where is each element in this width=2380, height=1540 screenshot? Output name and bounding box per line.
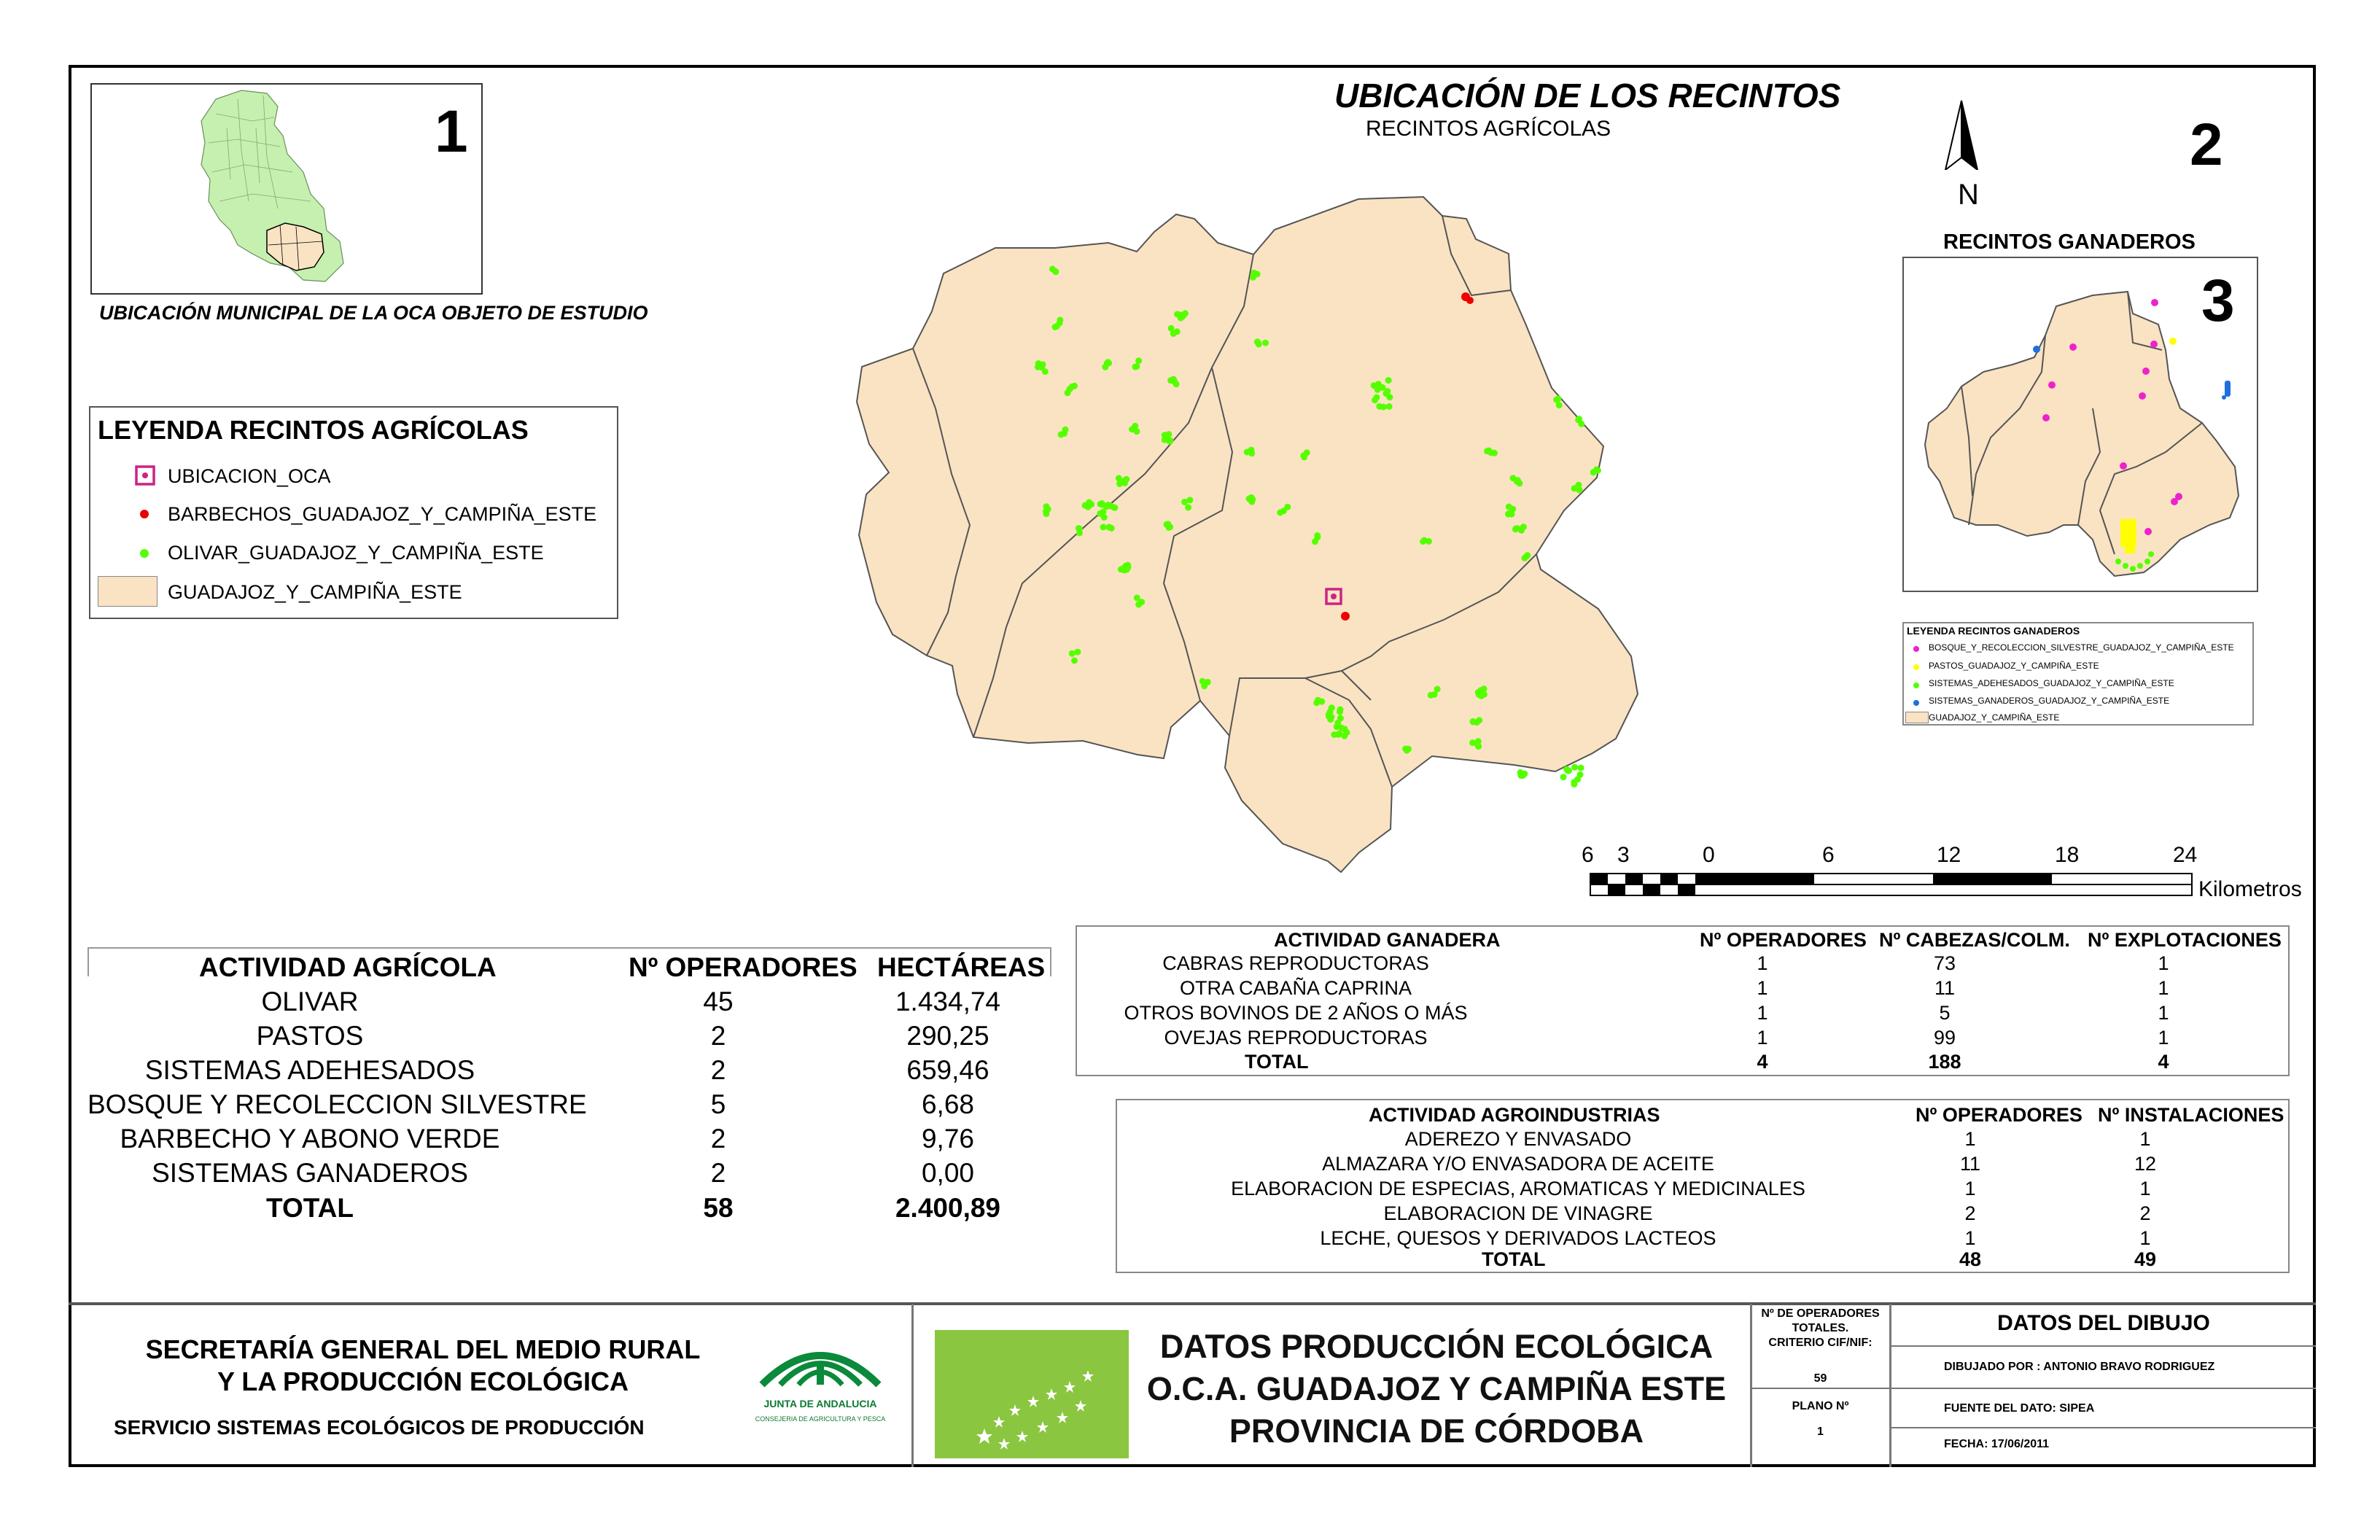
agricola-row-ha: 6,68 — [921, 1089, 974, 1119]
olivar-dot — [1312, 538, 1318, 545]
eu-star — [1037, 1421, 1049, 1433]
olivar-dot — [1185, 504, 1191, 510]
agricola-row-name: SISTEMAS GANADEROS — [152, 1158, 468, 1188]
ganadera-row-name: OTRA CABAÑA CAPRINA — [1179, 977, 1412, 999]
livestock-area-swatch — [1905, 712, 1929, 723]
agricola-row-ops: 2 — [710, 1158, 726, 1188]
olivar-dot — [1474, 719, 1480, 726]
plano-value: 1 — [1817, 1426, 1824, 1438]
agro-row-name: ALMAZARA Y/O ENVASADORA DE ACEITE — [1322, 1153, 1714, 1175]
eu-star — [976, 1428, 992, 1444]
agricola-row-ha: 9,76 — [921, 1124, 974, 1154]
agro-header: Nº OPERADORES — [1916, 1104, 2082, 1126]
olivar-dot — [1374, 386, 1381, 393]
ganadera-total-ops: 4 — [1757, 1051, 1768, 1073]
agro-row-inst: 2 — [2139, 1202, 2151, 1224]
olivar-dot — [1116, 475, 1122, 481]
olivar-dot — [1314, 699, 1321, 705]
agricola-right-rule — [1050, 947, 1051, 976]
olivar-dot — [1566, 768, 1572, 774]
eu-star — [1057, 1412, 1068, 1423]
legend-ganadero-item: SISTEMAS_GANADEROS_GUADAJOZ_Y_CAMPIÑA_ESTE — [1929, 696, 2170, 706]
olivar-dot — [1560, 774, 1567, 780]
scale-label: 18 — [2055, 843, 2080, 867]
olivar-dot — [1088, 501, 1094, 508]
inset1-caption: UBICACIÓN MUNICIPAL DE LA OCA OBJETO DE ESTUDIO — [99, 302, 648, 324]
agro-row-ops: 11 — [1959, 1153, 1981, 1175]
agricola-row-ops: 2 — [710, 1055, 726, 1085]
table-ganadera — [1076, 925, 2290, 1076]
olivar-dot — [1167, 524, 1173, 530]
agro-row-inst: 1 — [2139, 1227, 2151, 1249]
olivar-dot — [1035, 364, 1041, 370]
footer-hrule — [1750, 1388, 1889, 1389]
footer-divider — [911, 1304, 914, 1467]
service-name: SERVICIO SISTEMAS ECOLÓGICOS DE PRODUCCIÓN — [114, 1416, 645, 1439]
olivar-dot — [1520, 524, 1527, 530]
main-title-line-2: O.C.A. GUADAJOZ Y CAMPIÑA ESTE — [1146, 1370, 1727, 1407]
agricola-row-name: OLIVAR — [261, 987, 359, 1016]
olivar-dot — [1372, 397, 1378, 403]
ops-value: 59 — [1813, 1372, 1827, 1385]
ganadera-row-ops: 1 — [1757, 1002, 1768, 1024]
olivar-dot — [1074, 649, 1081, 656]
olivar-dot — [1434, 686, 1441, 693]
olivar-dot — [1571, 764, 1578, 771]
legend-agricola-item: GUADAJOZ_Y_CAMPIÑA_ESTE — [168, 581, 462, 603]
legend-agricola-item: OLIVAR_GUADAJOZ_Y_CAMPIÑA_ESTE — [168, 542, 544, 564]
north-arrow-icon — [1940, 97, 1983, 170]
agro-row-ops: 2 — [1964, 1202, 1976, 1224]
scale-label: 0 — [1703, 843, 1715, 867]
legend-ganadero-title: LEYENDA RECINTOS GANADEROS — [1907, 625, 2080, 637]
panel-number-3: 3 — [2201, 268, 2235, 334]
legend-ganadero-item: BOSQUE_Y_RECOLECCION_SILVESTRE_GUADAJOZ_Y_CAMPIÑA_ESTE — [1929, 642, 2234, 653]
map-title: UBICACIÓN DE LOS RECINTOS — [1334, 77, 1841, 114]
footer-hrule — [1889, 1345, 2316, 1347]
barbecho-dot — [1341, 612, 1350, 621]
olivar-dot — [1205, 679, 1211, 685]
footer-hrule — [1889, 1427, 2316, 1428]
agro-row-ops: 1 — [1964, 1178, 1976, 1199]
olivar-dot — [1524, 552, 1531, 559]
olivar-dot — [1057, 316, 1063, 323]
ganadera-row-cab: 99 — [1933, 1027, 1956, 1049]
dibujado-por: DIBUJADO POR : ANTONIO BRAVO RODRIGUEZ — [1944, 1361, 2215, 1373]
scale-label: 6 — [1822, 843, 1835, 867]
dibujo-title: DATOS DEL DIBUJO — [1997, 1311, 2210, 1335]
olivar-dot-icon — [139, 548, 150, 559]
plano-label: PLANO Nº — [1792, 1400, 1849, 1412]
olivar-dot — [1575, 416, 1582, 423]
olivar-dot — [1071, 658, 1078, 664]
agricola-row-ha: 290,25 — [906, 1021, 989, 1051]
olivar-dot — [1512, 526, 1519, 532]
agro-row-ops: 1 — [1964, 1128, 1976, 1150]
olivar-dot — [1334, 720, 1341, 726]
ganaderos-dot-icon — [1913, 699, 1920, 707]
agro-row-inst: 1 — [2139, 1128, 2151, 1150]
agricola-row-ops: 2 — [710, 1124, 726, 1154]
olivar-dot — [1314, 532, 1321, 539]
olivar-dot — [1262, 340, 1269, 346]
legend-agricola-item: UBICACION_OCA — [168, 465, 331, 487]
eu-star — [1009, 1404, 1021, 1416]
main-map-svg — [839, 182, 1662, 882]
ganadera-row-name: OVEJAS REPRODUCTORAS — [1164, 1027, 1428, 1049]
agro-row-name: ELABORACION DE VINAGRE — [1383, 1202, 1653, 1224]
ganadera-row-ops: 1 — [1757, 1027, 1768, 1049]
agricola-total-ops: 58 — [703, 1193, 734, 1223]
agricola-row-name: SISTEMAS ADEHESADOS — [144, 1055, 475, 1085]
olivar-dot — [1556, 402, 1563, 408]
agricola-row-ha: 1.434,74 — [895, 987, 1001, 1016]
olivar-dot — [1304, 449, 1310, 456]
olivar-dot — [1477, 688, 1484, 694]
inset-province-map — [90, 83, 483, 295]
olivar-dot — [1052, 268, 1059, 275]
footer-divider — [1750, 1304, 1752, 1467]
scale-bar-graphic — [1590, 872, 2195, 898]
ops-label-line-3: CRITERIO CIF/NIF: — [1768, 1337, 1872, 1349]
olivar-dot — [1386, 403, 1393, 410]
adehesados-dot-icon — [1913, 682, 1920, 689]
olivar-dot — [1248, 450, 1255, 456]
olivar-dot — [1065, 389, 1071, 396]
olivar-dot — [1138, 599, 1145, 605]
agricola-row-ops: 45 — [703, 987, 734, 1016]
olivar-dot — [1135, 357, 1142, 364]
olivar-dot — [1054, 323, 1060, 330]
inset3-title: RECINTOS GANADEROS — [1943, 230, 2196, 254]
inset-livestock-map — [1902, 257, 2258, 592]
ganadera-row-cab: 5 — [1939, 1002, 1951, 1024]
north-label: N — [1958, 179, 1979, 211]
agricola-header: HECTÁREAS — [877, 952, 1046, 982]
agricola-total-label: TOTAL — [266, 1193, 354, 1223]
junta-andalucia-logo-icon — [758, 1334, 882, 1392]
footer-top-rule — [69, 1302, 2316, 1305]
eu-star — [1046, 1388, 1057, 1400]
legend-ganadero — [1902, 622, 2254, 726]
agro-header: ACTIVIDAD AGROINDUSTRIAS — [1369, 1104, 1660, 1126]
bosque-dot-icon — [1913, 645, 1920, 653]
footer-hrule — [1889, 1388, 2316, 1389]
olivar-dot — [1386, 394, 1393, 400]
legend-agricola — [89, 406, 618, 619]
olivar-dot — [1577, 771, 1584, 778]
table-agroindustrias — [1116, 1099, 2290, 1273]
agricola-top-rule — [88, 947, 1051, 949]
eu-star — [1082, 1370, 1094, 1382]
olivar-dot — [1384, 388, 1391, 394]
agricola-row-name: BARBECHO Y ABONO VERDE — [120, 1124, 500, 1154]
ganadera-row-exp: 1 — [2158, 977, 2169, 999]
panel-number-2: 2 — [2190, 112, 2223, 178]
ganadera-row-exp: 1 — [2158, 952, 2169, 974]
olivar-dot — [1256, 341, 1262, 347]
legend-ganadero-item: SISTEMAS_ADEHESADOS_GUADAJOZ_Y_CAMPIÑA_ESTE — [1929, 678, 2174, 688]
panel-number-1: 1 — [435, 98, 468, 165]
fuente-dato: FUENTE DEL DATO: SIPEA — [1944, 1402, 2095, 1415]
olivar-dot — [1420, 538, 1426, 545]
agricola-row-ops: 2 — [710, 1021, 726, 1051]
olivar-dot — [1380, 404, 1387, 411]
agro-row-ops: 1 — [1964, 1227, 1976, 1249]
eu-star — [1075, 1400, 1086, 1412]
olivar-dot — [1121, 567, 1128, 573]
agro-row-name: ADEREZO Y ENVASADO — [1404, 1128, 1632, 1150]
ganadera-row-cab: 73 — [1933, 952, 1956, 974]
agricola-row-name: PASTOS — [256, 1021, 364, 1051]
fecha: FECHA: 17/06/2011 — [1944, 1438, 2050, 1450]
org-line-2: Y LA PRODUCCIÓN ECOLÓGICA — [217, 1366, 629, 1396]
agro-total-inst: 49 — [2134, 1248, 2157, 1270]
eu-star — [1016, 1431, 1028, 1442]
eu-star — [1027, 1396, 1039, 1407]
main-title-block — [1123, 1326, 1750, 1452]
agricola-row-ha: 0,00 — [921, 1158, 974, 1188]
ganadera-total-label: TOTAL — [1245, 1051, 1309, 1073]
scale-label: 12 — [1937, 843, 1961, 867]
eu-star — [993, 1416, 1005, 1428]
eu-organic-leaf-icon — [935, 1330, 1129, 1458]
olivar-dot — [1069, 384, 1076, 390]
olivar-dot — [1510, 475, 1517, 481]
scale-label: 24 — [2173, 843, 2198, 867]
agro-total-label: TOTAL — [1482, 1248, 1546, 1270]
area-swatch — [98, 576, 158, 607]
olivar-dot — [1165, 431, 1172, 438]
olivar-dot — [1103, 503, 1110, 510]
org-name — [102, 1334, 744, 1398]
legend-ganadero-item: PASTOS_GUADAJOZ_Y_CAMPIÑA_ESTE — [1929, 661, 2099, 671]
barbecho-dot-icon — [139, 508, 150, 520]
olivar-dot — [1100, 524, 1107, 530]
ganadera-total-exp: 4 — [2158, 1051, 2169, 1073]
scale-unit: Kilometros — [2198, 877, 2302, 901]
ganadera-total-cab: 188 — [1928, 1051, 1961, 1073]
ganadera-header: Nº OPERADORES — [1700, 929, 1867, 951]
olivar-dot — [1248, 494, 1255, 501]
livestock-area-polygon — [1925, 292, 2239, 576]
olivar-dot — [1104, 360, 1111, 367]
olivar-dot — [1061, 430, 1068, 437]
ganadera-row-name: OTROS BOVINOS DE 2 AÑOS O MÁS — [1124, 1002, 1468, 1024]
ops-label — [1753, 1307, 1888, 1350]
olivar-dot — [1178, 315, 1184, 322]
legend-agricola-title: LEYENDA RECINTOS AGRÍCOLAS — [98, 415, 529, 445]
main-title-line-3: PROVINCIA DE CÓRDOBA — [1229, 1412, 1644, 1450]
legend-ganadero-item: GUADAJOZ_Y_CAMPIÑA_ESTE — [1929, 712, 2060, 723]
agricola-header: Nº OPERADORES — [629, 952, 858, 982]
main-title-line-1: DATOS PRODUCCIÓN ECOLÓGICA — [1159, 1328, 1714, 1365]
olivar-dot — [1375, 381, 1382, 387]
barbecho-dot — [1466, 297, 1474, 304]
olivar-dot — [1121, 480, 1128, 486]
ganadera-header: Nº EXPLOTACIONES — [2088, 929, 2282, 951]
ubicacion-oca-icon — [134, 464, 158, 488]
olivar-dot — [1168, 325, 1175, 332]
ganadera-row-cab: 11 — [1934, 977, 1956, 999]
agro-header: Nº INSTALACIONES — [2098, 1104, 2284, 1126]
ganadera-header: Nº CABEZAS/COLM. — [1879, 929, 2070, 951]
agro-row-name: ELABORACION DE ESPECIAS, AROMATICAS Y MEDICINALES — [1231, 1178, 1805, 1199]
agro-row-inst: 12 — [2134, 1153, 2157, 1175]
agricola-left-rule — [88, 947, 89, 976]
olivar-dot — [1284, 504, 1291, 510]
ganadera-row-ops: 1 — [1757, 977, 1768, 999]
scale-label: 3 — [1617, 843, 1630, 867]
agro-row-name: LECHE, QUESOS Y DERIVADOS LACTEOS — [1320, 1227, 1716, 1249]
olivar-dot — [1571, 485, 1578, 491]
ganadera-row-exp: 1 — [2158, 1027, 2169, 1049]
ops-label-line-1: Nº DE OPERADORES — [1761, 1307, 1880, 1320]
eu-organic-logo — [935, 1330, 1129, 1458]
olivar-dot — [1133, 363, 1140, 370]
scale-label: 6 — [1582, 843, 1594, 867]
olivar-dot — [1327, 716, 1334, 723]
agricola-total-ha: 2.400,89 — [895, 1193, 1001, 1223]
olivar-dot — [1043, 508, 1049, 515]
olivar-dot — [1337, 709, 1343, 715]
olivar-dot — [1251, 270, 1257, 276]
olivar-dot — [1170, 376, 1177, 383]
agricola-row-name: BOSQUE Y RECOLECCION SILVESTRE — [88, 1089, 587, 1119]
province-map-svg — [92, 85, 481, 293]
map-subtitle: RECINTOS AGRÍCOLAS — [1366, 117, 1611, 141]
ganadera-row-exp: 1 — [2158, 1002, 2169, 1024]
olivar-dot — [1484, 448, 1490, 454]
pastos-dot-icon — [1913, 664, 1920, 671]
olivar-dot — [1474, 740, 1481, 747]
olivar-dot — [1167, 438, 1174, 444]
olivar-dot — [1069, 650, 1076, 657]
ops-label-line-2: TOTALES. — [1792, 1322, 1849, 1334]
olivar-dot — [1129, 426, 1135, 432]
agricola-row-ha: 659,46 — [906, 1055, 989, 1085]
olivar-dot — [1517, 769, 1524, 776]
olivar-dot — [1509, 506, 1516, 513]
eu-star — [1064, 1381, 1076, 1393]
agro-total-ops: 48 — [1959, 1248, 1982, 1270]
olivar-dot — [1076, 526, 1083, 532]
agricola-row-ops: 5 — [710, 1089, 726, 1119]
ganadera-row-ops: 1 — [1757, 952, 1768, 974]
olivar-dot — [1335, 731, 1342, 738]
olivar-dot — [1578, 765, 1584, 771]
logo-line-1: JUNTA DE ANDALUCIA — [763, 1398, 877, 1409]
ganadera-header: ACTIVIDAD GANADERA — [1274, 929, 1501, 951]
olivar-dot — [1042, 368, 1049, 375]
logo-line-2: CONSEJERIA DE AGRICULTURA Y PESCA — [755, 1415, 886, 1423]
olivar-dot — [1404, 747, 1410, 754]
olivar-dot — [1590, 469, 1597, 475]
agricola-header: ACTIVIDAD AGRÍCOLA — [199, 952, 497, 982]
olivar-dot — [1106, 524, 1113, 530]
org-line-1: SECRETARÍA GENERAL DEL MEDIO RURAL — [145, 1334, 701, 1364]
ganadera-row-name: CABRAS REPRODUCTORAS — [1162, 952, 1429, 974]
eu-star — [998, 1438, 1010, 1450]
agro-row-inst: 1 — [2139, 1178, 2151, 1199]
legend-agricola-item: BARBECHOS_GUADAJOZ_Y_CAMPIÑA_ESTE — [168, 503, 597, 525]
olivar-dot — [1385, 377, 1392, 384]
olivar-dot — [1186, 497, 1193, 503]
